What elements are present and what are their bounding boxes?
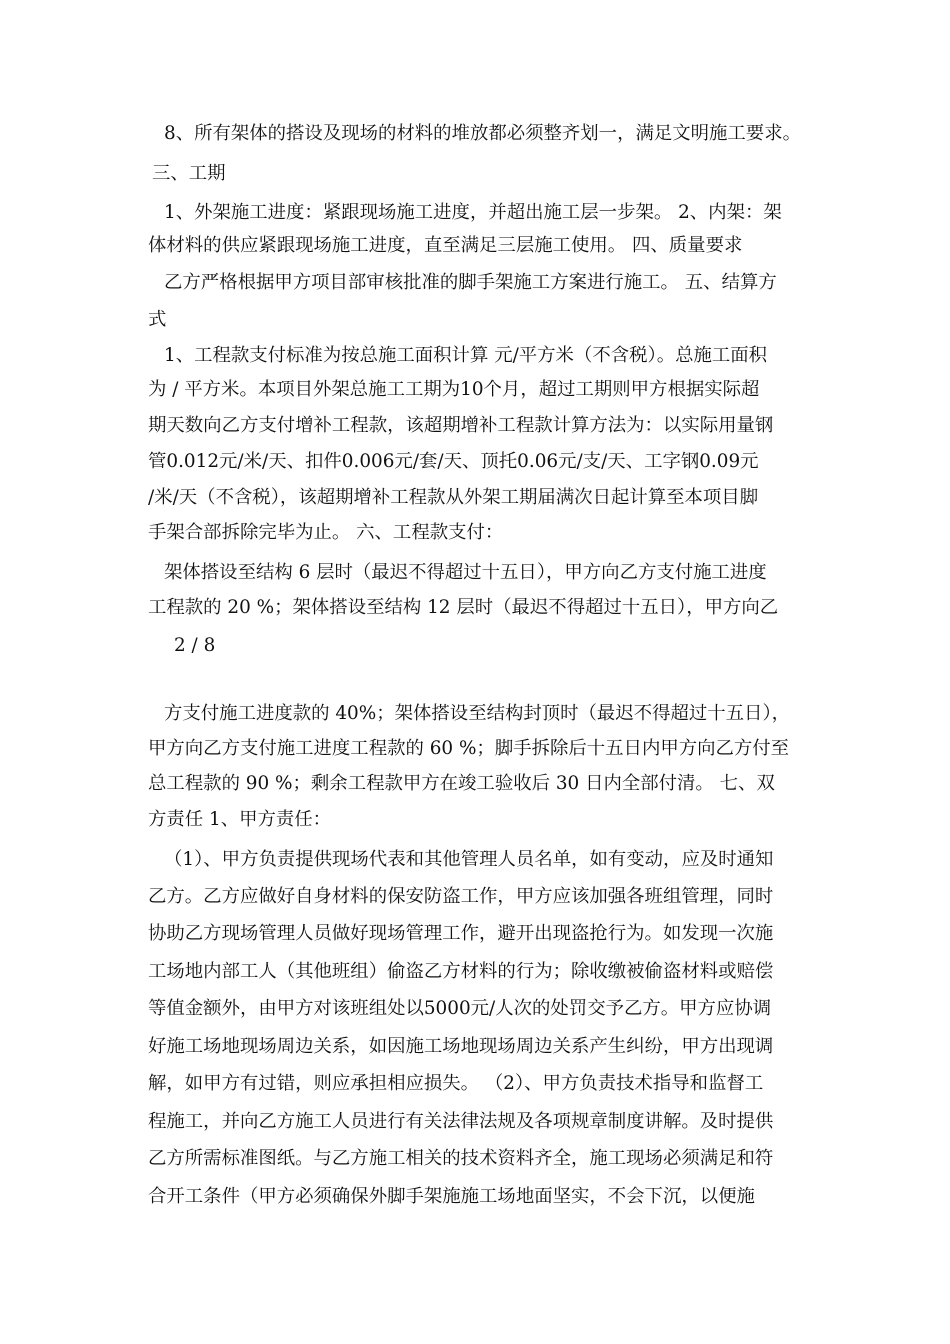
- text-line: 为 / 平方米。本项目外架总施工工期为10个月，超过工期则甲方根据实际超: [148, 379, 760, 400]
- text-line: 甲方向乙方支付施工进度工程款的 60 %；脚手拆除后十五日内甲方向乙方付至: [148, 738, 790, 759]
- text-line: 8、所有架体的搭设及现场的材料的堆放都必须整齐划一，满足文明施工要求。: [164, 123, 801, 144]
- text-line: 乙方。乙方应做好自身材料的保安防盗工作，甲方应该加强各班组管理，同时: [148, 886, 774, 907]
- text-line: 方支付施工进度款的 40%；架体搭设至结构封顶时（最迟不得超过十五日），: [164, 703, 791, 724]
- text-line: 式: [148, 309, 167, 330]
- text-line: 协助乙方现场管理人员做好现场管理工作，避开出现盗抢行为。如发现一次施: [148, 923, 774, 944]
- text-line: 工程款的 20 %；架体搭设至结构 12 层时（最迟不得超过十五日），甲方向乙: [148, 597, 779, 618]
- text-line: 合开工条件（甲方必须确保外脚手架施施工场地面坚实，不会下沉，以便施: [148, 1186, 755, 1207]
- text-line: 总工程款的 90 %；剩余工程款甲方在竣工验收后 30 日内全部付清。 七、双: [148, 773, 775, 794]
- text-line: 手架合部拆除完毕为止。 六、工程款支付：: [148, 522, 504, 543]
- page-number: 2 / 8: [174, 635, 216, 656]
- text-line: 乙方所需标准图纸。与乙方施工相关的技术资料齐全，施工现场必须满足和符: [148, 1148, 774, 1169]
- text-line: 解，如甲方有过错，则应承担相应损失。 （2）、甲方负责技术指导和监督工: [148, 1073, 764, 1094]
- text-line: 工场地内部工人（其他班组）偷盗乙方材料的行为；除收缴被偷盗材料或赔偿: [148, 961, 774, 982]
- section-heading: 三、工期: [152, 163, 226, 184]
- text-line: 体材料的供应紧跟现场施工进度，直至满足三层施工使用。 四、质量要求: [148, 235, 743, 256]
- text-line: /米/天（不含税），该超期增补工程款从外架工期届满次日起计算至本项目脚: [148, 487, 759, 508]
- text-line: 等值金额外，由甲方对该班组处以5000元/人次的处罚交予乙方。甲方应协调: [148, 998, 772, 1019]
- text-line: 好施工场地现场周边关系，如因施工场地现场周边关系产生纠纷，甲方出现调: [148, 1036, 774, 1057]
- text-line: 架体搭设至结构 6 层时（最迟不得超过十五日），甲方向乙方支付施工进度: [164, 562, 767, 583]
- text-line: 期天数向乙方支付增补工程款，该超期增补工程款计算方法为：以实际用量钢: [148, 415, 774, 436]
- text-line: 1、外架施工进度：紧跟现场施工进度，并超出施工层一步架。 2、内架：架: [164, 202, 782, 223]
- text-line: 程施工，并向乙方施工人员进行有关法律法规及各项规章制度讲解。及时提供: [148, 1111, 774, 1132]
- text-line: 1、工程款支付标准为按总施工面积计算 元/平方米（不含税）。总施工面积: [164, 345, 768, 366]
- text-line: 方责任 1、甲方责任：: [148, 809, 332, 830]
- text-line: 乙方严格根据甲方项目部审核批准的脚手架施工方案进行施工。 五、结算方: [164, 272, 777, 293]
- text-line: 管0.012元/米/天、扣件0.006元/套/天、顶托0.06元/支/天、工字钢0.09元: [148, 451, 759, 472]
- text-line: （1）、甲方负责提供现场代表和其他管理人员名单，如有变动，应及时通知: [164, 849, 774, 870]
